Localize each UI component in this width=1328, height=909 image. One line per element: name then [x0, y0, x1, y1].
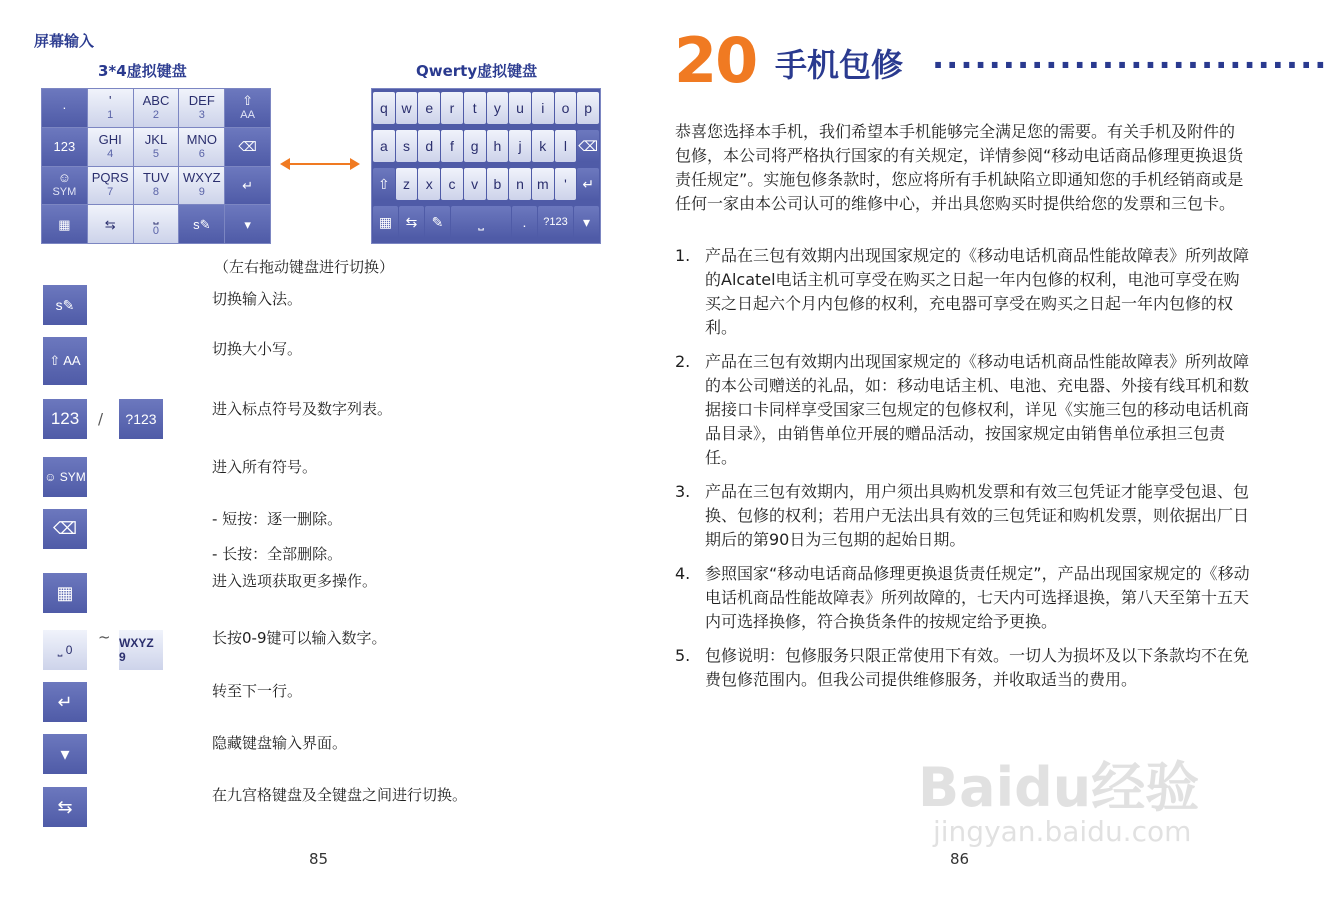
qwerty-key[interactable]: k	[532, 130, 554, 162]
separator-tilde: ~	[98, 628, 111, 646]
qwerty-key[interactable]: z	[396, 168, 418, 200]
kb34-key-sublabel: 0	[152, 225, 160, 238]
chapter-title-leader: ............................	[932, 38, 1328, 76]
shift-icon: ⇧ AA	[43, 337, 87, 385]
qwerty-title: Qwerty虚拟键盘	[416, 62, 538, 80]
space-zero-key-icon: ⎵ 0	[43, 630, 87, 670]
list-item	[675, 480, 1250, 552]
page-number-left: 85	[309, 850, 329, 868]
qwerty-key[interactable]: p	[577, 92, 599, 124]
list-text: 产品在三包有效期内，用户须出具购机发票和有效三包凭证才能享受包退、包换、包修的权利；若用户无法出具有效的三包凭证和购机发票，则依据出厂日期后的第90日为三包期的起始日期。	[705, 482, 1250, 549]
swap-arrow-icon	[280, 155, 360, 173]
qwerty-key[interactable]: ⇧	[373, 168, 395, 200]
kb34-key-label: ·	[62, 100, 67, 116]
legend-text-delete-long: - 长按：全部删除。	[212, 545, 343, 563]
list-item	[675, 644, 1250, 692]
kb34-key-label: MNO	[186, 131, 217, 147]
qwerty-key[interactable]: a	[373, 130, 395, 162]
kb34-key-sublabel: 8	[152, 186, 160, 199]
kb34-key-sublabel: 2	[152, 108, 160, 121]
qwerty-key[interactable]: r	[441, 92, 463, 124]
qwerty-key[interactable]: ▾	[574, 206, 599, 238]
qwerty-key[interactable]: ⎵	[451, 206, 511, 238]
kb34-key-sublabel: AA	[240, 108, 255, 121]
hide-keyboard-icon: ▾	[43, 734, 87, 774]
chapter-title: 手机包修	[775, 46, 904, 84]
separator-slash: /	[98, 410, 104, 428]
kb34-key-sublabel: 3	[198, 108, 205, 121]
legend-text-long-press-digits: 长按0-9键可以输入数字。	[212, 629, 387, 647]
symbol-key-icon: ☺ SYM	[43, 457, 87, 497]
list-text: 产品在三包有效期内出现国家规定的《移动电话机商品性能故障表》所列故障的本公司赠送的礼品，如：移动电话主机、电池、充电器、外接有线耳机和数据接口卡同样享受国家三包规定的包修权利，详见《实施三包的移动电话机商品目录》，由销售单位开展的赠品活动，按国家规定由销售单位承担三包责任。	[705, 352, 1250, 467]
kb34-key[interactable]	[179, 167, 224, 205]
kb34-key-sublabel: SYM	[52, 186, 77, 199]
qwerty-key[interactable]: s	[396, 130, 418, 162]
warranty-list	[675, 244, 1250, 702]
watermark-url: jingyan.baidu.com	[933, 815, 1192, 848]
list-number: 2.	[675, 352, 691, 371]
kb34-key-label: GHI	[98, 131, 122, 147]
kb34-key[interactable]	[134, 89, 179, 127]
qwerty-key[interactable]: y	[487, 92, 509, 124]
qwerty-key[interactable]: l	[555, 130, 577, 162]
qwerty-key[interactable]: ✎	[425, 206, 450, 238]
kb34-key-label: JKL	[144, 131, 168, 147]
kb34-key[interactable]	[42, 128, 87, 166]
qwerty-key[interactable]: ⇆	[399, 206, 424, 238]
qwerty-key[interactable]: i	[532, 92, 554, 124]
qwerty-key[interactable]: m	[532, 168, 554, 200]
qwerty-key[interactable]: ⌫	[577, 130, 599, 162]
qwerty-key[interactable]: .	[512, 206, 537, 238]
kb34-key[interactable]	[42, 205, 87, 243]
kb34-key-label: DEF	[188, 92, 215, 108]
page-number-right: 86	[950, 850, 970, 868]
numeric-key-qwerty-icon: ?123	[119, 399, 163, 439]
kb34-key[interactable]	[225, 89, 270, 127]
kb34-key[interactable]	[179, 205, 224, 243]
qwerty-key[interactable]: d	[418, 130, 440, 162]
qwerty-key[interactable]: b	[487, 168, 509, 200]
qwerty-key[interactable]: e	[418, 92, 440, 124]
kb34-key-sublabel: 9	[198, 186, 205, 199]
qwerty-key[interactable]: h	[487, 130, 509, 162]
legend-text-symbol: 进入所有符号。	[212, 458, 318, 476]
kb34-title: 3*4虚拟键盘	[98, 62, 187, 80]
kb34-key[interactable]	[42, 167, 87, 205]
kb34-key-label: ⇧	[242, 92, 254, 108]
list-number: 5.	[675, 646, 691, 665]
list-item	[675, 244, 1250, 340]
legend-text-shift: 切换大小写。	[212, 340, 303, 358]
kb34-key[interactable]	[179, 89, 224, 127]
kb34-key-sublabel: 7	[107, 186, 114, 199]
qwerty-key[interactable]: t	[464, 92, 486, 124]
switch-keyboard-icon: ⇆	[43, 787, 87, 827]
kb34-key[interactable]	[88, 128, 133, 166]
qwerty-key[interactable]: ▦	[373, 206, 398, 238]
baidu-watermark	[898, 710, 1258, 860]
qwerty-key[interactable]: u	[509, 92, 531, 124]
list-text: 参照国家“移动电话商品修理更换退货责任规定”，产品出现国家规定的《移动电话机商品性能故障表》所列故障的，七天内可选择退换，第八天至第十五天内可选择换修，符合换货条件的按规定给予更换。	[705, 564, 1250, 631]
kb34-key[interactable]	[88, 205, 133, 243]
kb34-key[interactable]	[88, 89, 133, 127]
legend-text-input-method: 切换输入法。	[212, 290, 303, 308]
chapter-number: 20	[674, 24, 757, 97]
list-text: 产品在三包有效期内出现国家规定的《移动电话机商品性能故障表》所列故障的Alcatel电话主机可享受在购买之日起一年内包修的权利，电池可享受在购买之日起六个月内包修的权利，充电器可享受在购买之日起一年内包修的权利。	[705, 246, 1250, 337]
kb34-key-label: ☺	[57, 170, 72, 186]
options-icon: ▦	[43, 573, 87, 613]
legend-text-switch-keyboard: 在九宫格键盘及全键盘之间进行切换。	[212, 786, 468, 804]
qwerty-row	[372, 127, 600, 165]
qwerty-key[interactable]: f	[441, 130, 463, 162]
kb34-key-label: ⎵	[153, 209, 159, 225]
kb34-key-label: 123	[53, 139, 76, 155]
switch-input-method-icon: s✎	[43, 285, 87, 325]
kb34-key[interactable]	[88, 167, 133, 205]
qwerty-row	[372, 89, 600, 127]
kb34-key-label: s✎	[193, 216, 211, 232]
legend-text-options: 进入选项获取更多操作。	[212, 572, 378, 590]
qwerty-row	[372, 203, 600, 241]
kb34-key-label: ⇆	[104, 216, 116, 232]
kb34-key[interactable]	[225, 128, 270, 166]
kb34-key[interactable]	[134, 205, 179, 243]
kb34-key[interactable]	[134, 128, 179, 166]
qwerty-row	[372, 165, 600, 203]
numeric-key-icon: 123	[43, 399, 87, 439]
qwerty-key[interactable]: j	[509, 130, 531, 162]
qwerty-key[interactable]: ↵	[577, 168, 599, 200]
list-text: 包修说明：包修服务只限正常使用下有效。一切人为损坏及以下条款均不在免费包修范围内。但我公司提供维修服务，并收取适当的费用。	[705, 646, 1250, 689]
enter-icon: ↵	[43, 682, 87, 722]
list-number: 1.	[675, 246, 691, 265]
kb34-key[interactable]	[42, 89, 87, 127]
kb34-key-label: TUV	[142, 170, 169, 186]
kb34-key-sublabel: 4	[107, 147, 114, 160]
kb34-key[interactable]	[225, 167, 270, 205]
list-number: 4.	[675, 564, 691, 583]
qwerty-key[interactable]: o	[555, 92, 577, 124]
qwerty-key[interactable]: x	[418, 168, 440, 200]
kb34-key[interactable]	[134, 167, 179, 205]
qwerty-key[interactable]: v	[464, 168, 486, 200]
intro-paragraph: 恭喜您选择本手机，我们希望本手机能够完全满足您的需要。有关手机及附件的包修，本公司将严格执行国家的有关规定，详情参阅“移动电话商品修理更换退货责任规定”。实施包修条款时，您应将所有手机缺陷立即通知您的手机经销商或是任何一家由本公司认可的维修中心，并出具您购买时提供给您的发票和三包卡。	[675, 122, 1244, 213]
right-page	[640, 0, 1328, 909]
kb34-key-label: WXYZ	[183, 170, 221, 186]
watermark-logo-text: Baidu经验	[918, 756, 1200, 819]
keyboard-3x4	[41, 88, 271, 244]
kb34-key[interactable]	[179, 128, 224, 166]
section-title: 屏幕输入	[34, 32, 95, 50]
left-page	[0, 0, 640, 909]
backspace-icon: ⌫	[43, 509, 87, 549]
kb34-key[interactable]	[225, 205, 270, 243]
legend-text-numeric: 进入标点符号及数字列表。	[212, 400, 393, 418]
qwerty-key[interactable]: '	[555, 168, 577, 200]
list-item	[675, 562, 1250, 634]
kb34-key-label: ▾	[244, 216, 251, 232]
legend-text-hide-keyboard: 隐藏键盘输入界面。	[212, 734, 348, 752]
kb34-key-sublabel: 5	[152, 147, 160, 160]
list-number: 3.	[675, 482, 691, 501]
keyboard-caption: （左右拖动键盘进行切换）	[214, 258, 395, 276]
qwerty-key[interactable]: w	[396, 92, 418, 124]
legend-text-newline: 转至下一行。	[212, 682, 303, 700]
kb34-key-label: PQRS	[91, 170, 129, 186]
list-item	[675, 350, 1250, 470]
kb34-key-label: ⌫	[238, 139, 257, 155]
qwerty-key[interactable]: ?123	[538, 206, 573, 238]
qwerty-key[interactable]: n	[509, 168, 531, 200]
wxyz-key-icon: WXYZ 9	[119, 630, 163, 670]
kb34-key-sublabel: 1	[107, 108, 114, 121]
kb34-key-label: ↵	[242, 177, 254, 193]
kb34-key-label: ▦	[58, 216, 71, 232]
qwerty-key[interactable]: c	[441, 168, 463, 200]
kb34-key-label: '	[108, 92, 112, 108]
keyboard-qwerty	[371, 88, 601, 244]
qwerty-key[interactable]: q	[373, 92, 395, 124]
kb34-key-sublabel: 6	[198, 147, 205, 160]
legend-text-delete-short: - 短按：逐一删除。	[212, 510, 343, 528]
qwerty-key[interactable]: g	[464, 130, 486, 162]
kb34-key-label: ABC	[142, 92, 170, 108]
